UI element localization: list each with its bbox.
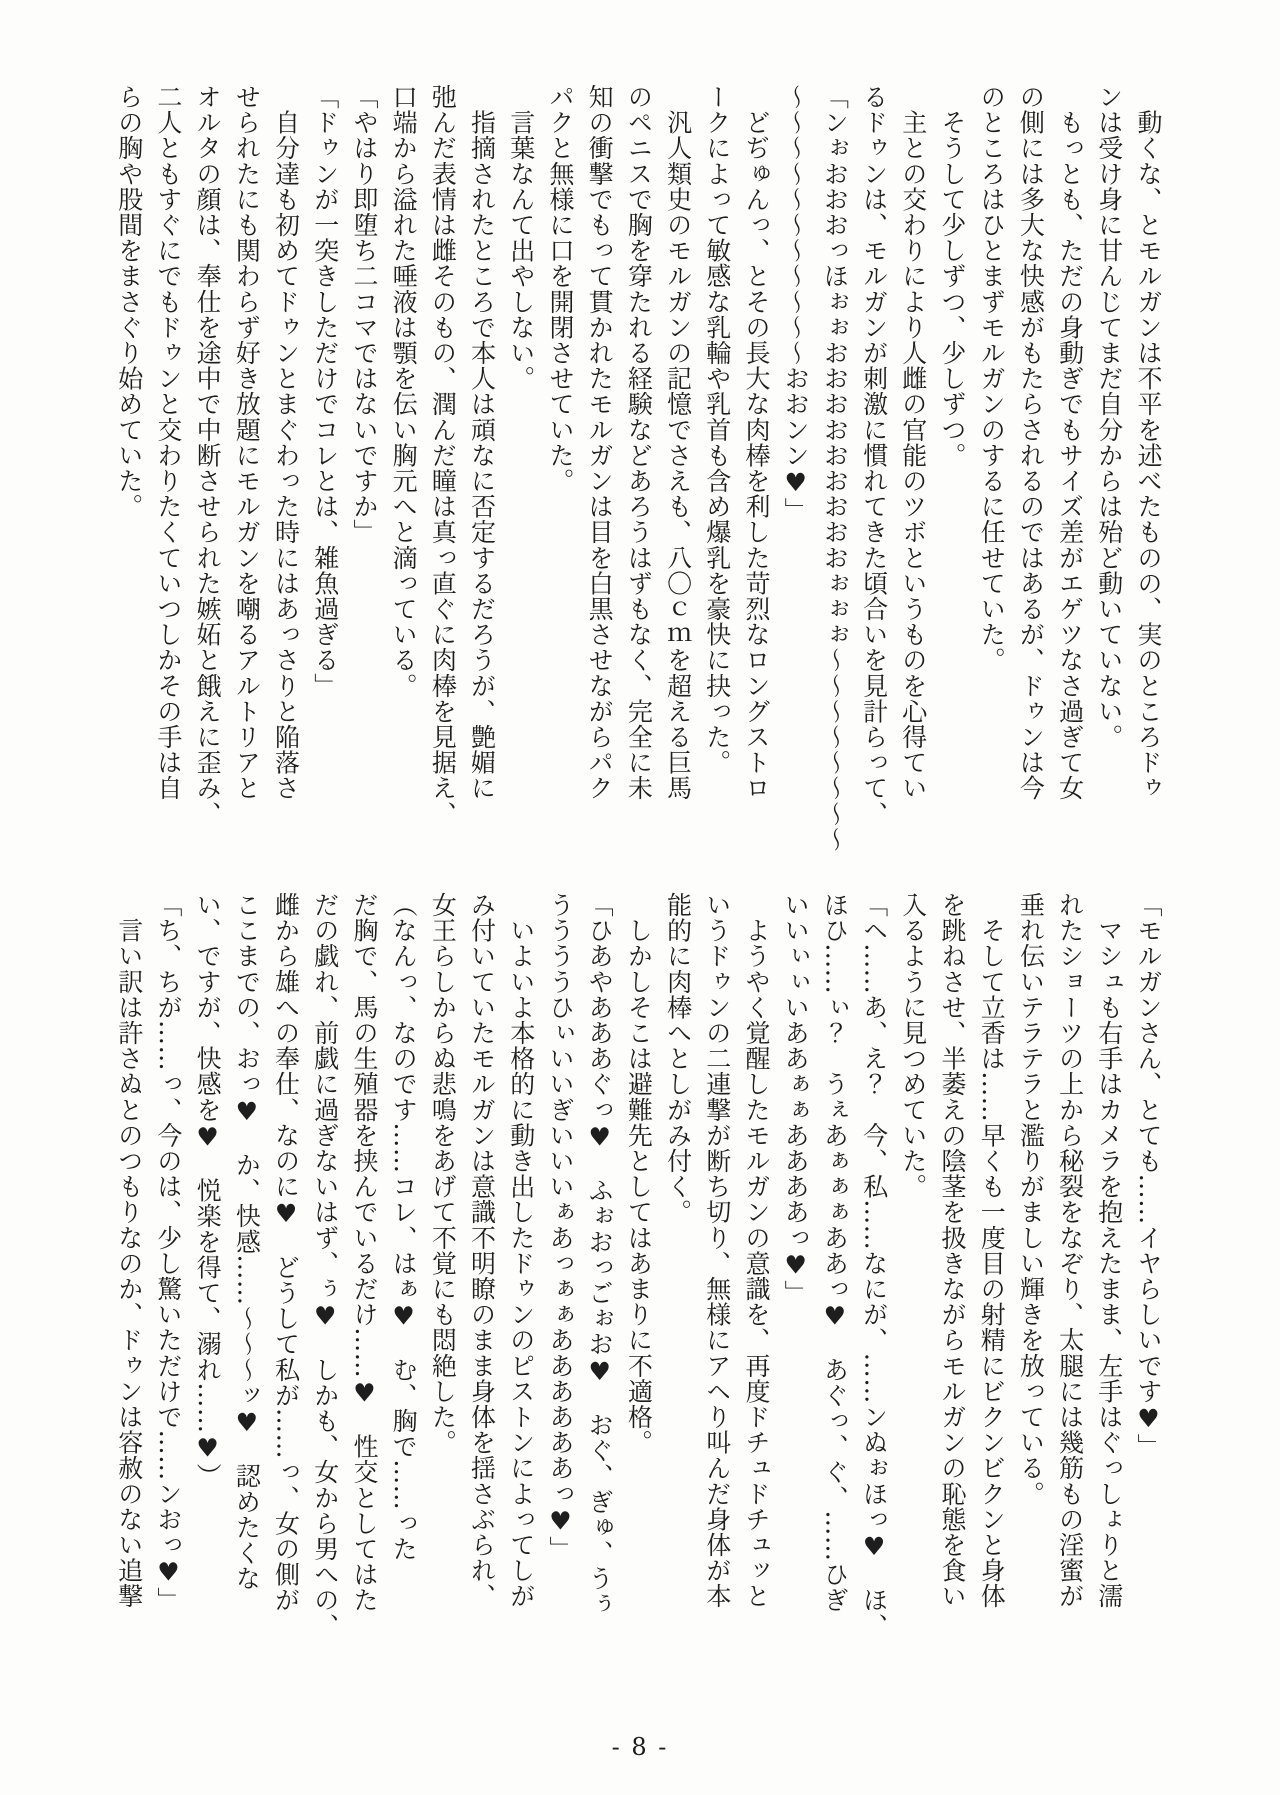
text-block-top: [110, 84, 1168, 856]
text-column: 「やはり即堕ち二コマではないですか」: [349, 84, 379, 545]
text-column: オルタの顔は、奉仕を途中で中断させられた嫉妬と餓えに歪み、: [193, 84, 223, 827]
text-column: そして立香は……早くも一度目の射精にビクンビクンと身体: [977, 892, 1007, 1609]
text-column: （なんっ、なのです……コレ、はぁ♥ む、胸で……った: [389, 892, 419, 1562]
text-column: いよいよ本格的に動き出したドゥンのピストンによってしが: [506, 892, 536, 1609]
text-column: ううううひぃいいぎいいいぁあっぁぁああああああっ♥」: [545, 892, 575, 1562]
text-column: を跳ねさせ、半萎えの陰茎を扱きながらモルガンの恥態を食い: [937, 892, 967, 1609]
text-column: み付いていたモルガンは意識不明瞭のまま身体を揺さぶられ、: [467, 892, 497, 1609]
text-column: しかしそこは避難先としてはあまりに不適格。: [624, 892, 654, 1456]
text-column: どぢゅんっ、とその長大な肉棒を利した苛烈なロングストロ: [741, 84, 771, 801]
text-column: ここまでの、おっ♥ か、快感……〜〜〜ッ♥ 認めたくな: [232, 892, 262, 1592]
text-column: だ胸で、馬の生殖器を挟んでいるだけ……♥ 性交としてはた: [349, 892, 379, 1613]
text-column: 「モルガンさん、とても……イヤらしいです♥」: [1134, 892, 1163, 1460]
text-column: 言い訳は許さぬとのつもりなのか、ドゥンは容赦のない追撃: [114, 892, 144, 1609]
text-column: ンは受け身に甘んじてまだ自分からは殆ど動いていない。: [1094, 84, 1124, 750]
text-column: るドゥンは、モルガンが刺激に慣れてきた頃合いを見計らって、: [859, 84, 889, 827]
text-column: 口端から溢れた唾液は顎を伝い胸元へと滴っている。: [389, 84, 419, 699]
text-column: 自分達も初めてドゥンとまぐわった時にはあっさりと陥落さ: [271, 84, 301, 801]
text-column: そうして少しずつ、少しずつ。: [937, 84, 967, 468]
text-column: 主との交わりにより人雌の官能のツボというものを心得てい: [898, 84, 928, 801]
text-column: ークによって敏感な乳輪や乳首も含め爆乳を豪快に抉った。: [702, 84, 732, 776]
text-column: 「ち、ちが……っ、今のは、少し驚いただけで……ンおっ♥」: [153, 892, 183, 1613]
text-column: のペニスで胸を穿たれる経験などあろうはずもなく、完全に未: [624, 84, 654, 801]
text-column: 言葉なんて出やしない。: [506, 84, 536, 392]
text-column: 汎人類史のモルガンの記憶でさえも、八〇ｃｍを超える巨馬: [663, 84, 693, 801]
text-column: 女王らしからぬ悲鳴をあげて不覚にも悶絶した。: [428, 892, 458, 1456]
text-column: せられたにも関わらず好き放題にモルガンを嘲るアルトリアと: [232, 84, 262, 801]
text-column: パクと無様に口を開閉させていた。: [545, 84, 575, 494]
text-column: れたショーツの上から秘裂をなぞり、太腿には幾筋もの淫蜜が: [1055, 892, 1085, 1609]
text-column: 指摘されたところで本人は頑なに否定するだろうが、艶媚に: [467, 84, 497, 801]
text-column: い、ですが、快感を♥ 悦楽を得て、溺れ……♥）: [193, 892, 223, 1489]
text-column: もっとも、ただの身動ぎでもサイズ差がエゲツなさ過ぎて女: [1055, 84, 1085, 801]
text-column: だの戯れ、前戯に過ぎないはず、ぅ♥ しかも、女から男への、: [310, 892, 340, 1639]
text-column: 入るように見つめていた。: [898, 892, 928, 1200]
text-column: 垂れ伝いテラテラと濫りがましい輝きを放っている。: [1016, 892, 1046, 1507]
text-column: 雌から雄への奉仕、なのに♥ どうして私が……っ、女の側が: [271, 892, 301, 1613]
text-column: らの胸や股間をまさぐり始めていた。: [114, 84, 144, 520]
text-column: 弛んだ表情は雌そのもの、潤んだ瞳は真っ直ぐに肉棒を見据え、: [428, 84, 458, 827]
text-column: いうドゥンの二連撃が断ち切り、無様にアヘり叫んだ身体が本: [702, 892, 732, 1609]
page-number: - 8 -: [611, 1733, 669, 1761]
text-column: 〜〜〜〜〜〜〜〜〜〜〜おおンン♥」: [781, 84, 811, 524]
text-column: 動くな、とモルガンは不平を述べたものの、実のところドゥ: [1134, 84, 1163, 801]
text-column: 能的に肉棒へとしがみ付く。: [663, 892, 693, 1225]
text-column: 二人ともすぐにでもドゥンと交わりたくていつしかその手は自: [153, 84, 183, 801]
text-column: の側には多大な快感がもたらされるのではあるが、ドゥンは今: [1016, 84, 1046, 801]
text-column: 「ひあやあああぐっ♥ ふぉおっごぉお♥ おぐ、ぎゅ、うぅ: [585, 892, 615, 1617]
text-column: 「ヘ……あ、え？ 今、私……なにが、……ンぬぉほっ♥ ほ、: [859, 892, 889, 1639]
text-column: マシュも右手はカメラを抱えたまま、左手はぐっしょりと濡: [1094, 892, 1124, 1609]
text-column: 「ドゥンが一突きしただけでコレとは、雑魚過ぎる」: [310, 84, 340, 699]
text-column: ようやく覚醒したモルガンの意識を、再度ドチュドチュッと: [741, 892, 771, 1609]
text-column: 「ンぉおおおっほぉぉおおおおおおおおおぉぉぉ〜〜〜〜〜〜〜〜: [820, 84, 850, 852]
text-column: のところはひとまずモルガンのするに任せていた。: [977, 84, 1007, 673]
text-column: 知の衝撃でもって貫かれたモルガンは目を白黒させながらパク: [585, 84, 615, 801]
text-block-bottom: [110, 892, 1168, 1692]
text-column: いいぃぃいああぁぁああああっ♥」: [781, 892, 811, 1306]
text-column: ほひ……ぃ？ うぇあぁぁぁああっ♥ あぐっ、ぐ、……ひぎ: [820, 892, 850, 1613]
